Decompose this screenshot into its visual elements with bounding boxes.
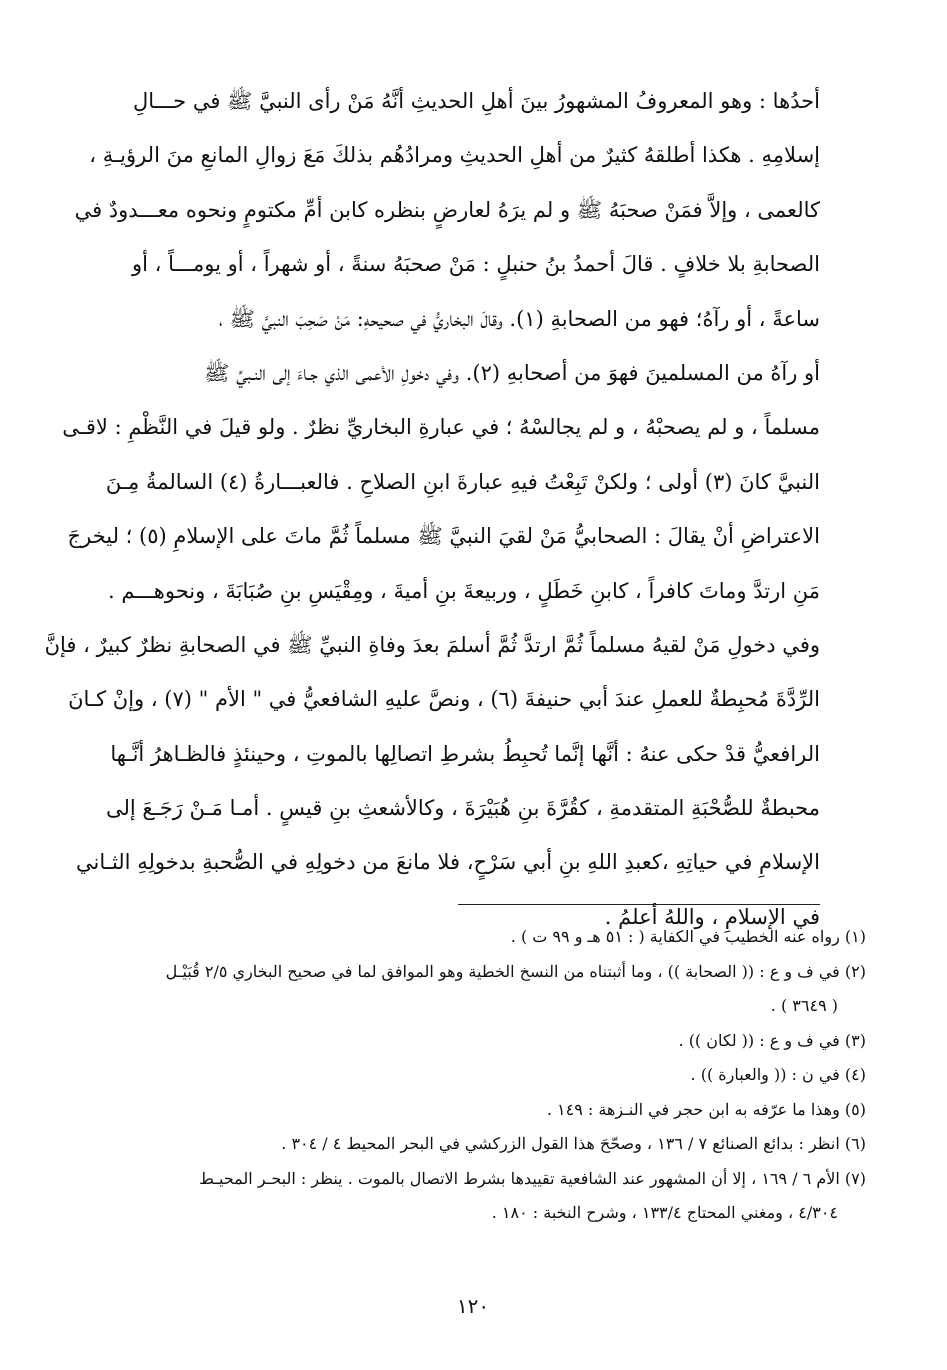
footnote-7-continuation: ٤/٣٠٤ ، ومغني المحتاج ١٣٣/٤ ، وشرح النخبة : ١٨٠ . [491, 1203, 838, 1222]
footnote-2: (٢) في ف و ع : (( الصحابة )) ، وما أثبتناه من النسخ الخطية وهو الموافق لما في صحيح البخاري ٢/٥ قُبَيْـل [165, 961, 866, 981]
text-line: الاعتراضِ أنْ يقالَ : الصحابيُّ مَنْ لقيَ النبيَّ ﷺ مسلماً ثُمَّ ماتَ على الإسلامِ (٥) ؛ ليخرجَ [67, 524, 820, 549]
text-line: الرافعيُّ قدْ حكى عنهُ : أنَّها إنَّما تُحبِطُ بشرطِ اتصالِها بالموتِ ، وحينئذٍ فالظـاهرُ أنَّـها [110, 741, 820, 766]
text-line: في الإسلامِ ، واللهُ أعلمُ . [604, 904, 820, 929]
text-line: الإسلامِ في حياتِهِ ،كعبدِ اللهِ بنِ أبي سَرْحٍ، فلا مانعَ من دخولِهِ في الصُّحبةِ بدخولِهِ الثـاني [76, 850, 820, 875]
footnote-4: (٤) في ن : (( والعبارة )) . [690, 1065, 866, 1084]
text-line: الرِّدَّةَ مُحبِطةٌ للعملِ عندَ أبي حنيفةَ (٦) ، ونصَّ عليهِ الشافعيُّ في " الأم " (٧) ، وإنْ كـانَ [68, 687, 820, 712]
text-line: وفي دخولِ مَنْ لقيهُ مسلماً ثُمَّ ارتدَّ ثُمَّ أسلمَ بعدَ وفاةِ النبيِّ ﷺ في الصحابةِ نظرٌ كبيرٌ ، فإنَّ [44, 632, 820, 657]
text-line: مسلماً ، و لم يصحبْهُ ، و لم يجالسْهُ ؛ في عبارةِ البخاريِّ نظرٌ . ولو قيلَ في النَّظْمِ : لاقـى [62, 415, 820, 440]
footnotes-block [98, 920, 866, 1231]
footnote-6: (٦) انظر : بدائع الصنائع ٧ / ١٣٦ ، وصحّحَ هذا القول الزركشي في البحر المحيط ٤ / ٣٠٤ . [281, 1134, 866, 1153]
footnote-5: (٥) وهذا ما عرّفه به ابن حجر في النـزهة : ١٤٩ . [546, 1099, 866, 1119]
text-line: محبطةٌ للصُّحْبَةِ المتقدمةِ ، كقُرَّةَ بنِ هُبَيْرَةَ ، وكالأشعثِ بنِ قيسٍ . أمـا مَـنْ رَجَـعَ إلى [106, 796, 820, 821]
text-line: كالعمى ، وإلاَّ فمَنْ صحبَهُ ﷺ و لم يرَهُ لعارضٍ بنظره كابن أمِّ مكتومٍ ونحوه معـــدودٌ في [74, 197, 820, 222]
text-line: النبيَّ كانَ (٣) أولى ؛ ولكنْ تَبِعْتُ فيهِ عبارةَ ابنِ الصلاحِ . فالعبـــارةُ (٤) السالمةُ مِـنَ [105, 469, 820, 494]
main-text-block [44, 74, 820, 944]
page-number: ١٢٠ [456, 1294, 490, 1318]
footnote-7: (٧) الأم ٦ / ١٦٩ ، إلا أن المشهور عند الشافعية تقييدها بشرط الاتصال بالموت . ينظر : البحـر المحيـط [199, 1168, 866, 1188]
footnote-divider [458, 904, 820, 905]
text-line: الصحابةِ بلا خلافٍ . قالَ أحمدُ بنُ حنبلٍ : مَنْ صحبَهُ سنةً ، أو شهراً ، أو يومـــاً ، أو [132, 252, 820, 277]
text-line: إسلامِهِ . هكذا أطلقهُ كثيرٌ من أهلِ الحديثِ ومرادُهُم بذلكَ مَعَ زوالِ المانعِ منَ الرؤيـةِ ، [89, 143, 820, 168]
text-line: ساعةً ، أو رآهُ؛ فهو من الصحابةِ (١). وقالَ البخاريُّ في صحيحهِ: مَنْ صَحِبَ النبيَّ ﷺ ، [218, 306, 820, 331]
footnote-1: (١) رواه عنه الخطيب في الكفاية ( : ٥١ هـ و ٩٩ ت ) . [510, 927, 866, 946]
text-line: أحدُها : وهو المعروفُ المشهورُ بينَ أهلِ الحديثِ أنَّهُ مَنْ رأى النبيَّ ﷺ في حـــالِ [133, 89, 820, 113]
text-line: أو رآهُ من المسلمينَ فهوَ من أصحابهِ (٢). وفي دخولِ الأعمى الذي جـاءَ إلى النـبيِّ ﷺ [204, 360, 820, 385]
text-line: مَنِ ارتدَّ وماتَ كافراً ، كابنِ خَطَلٍ ، وربيعةَ بنِ أميةَ ، ومِقْيَسِ بنِ صُبَابَةَ ، ونحوهـــم . [108, 578, 820, 603]
footnote-2-continuation: ( ٣٦٤٩ ) . [770, 996, 838, 1015]
footnote-3: (٣) في ف و ع : (( لكان )) . [678, 1030, 866, 1050]
